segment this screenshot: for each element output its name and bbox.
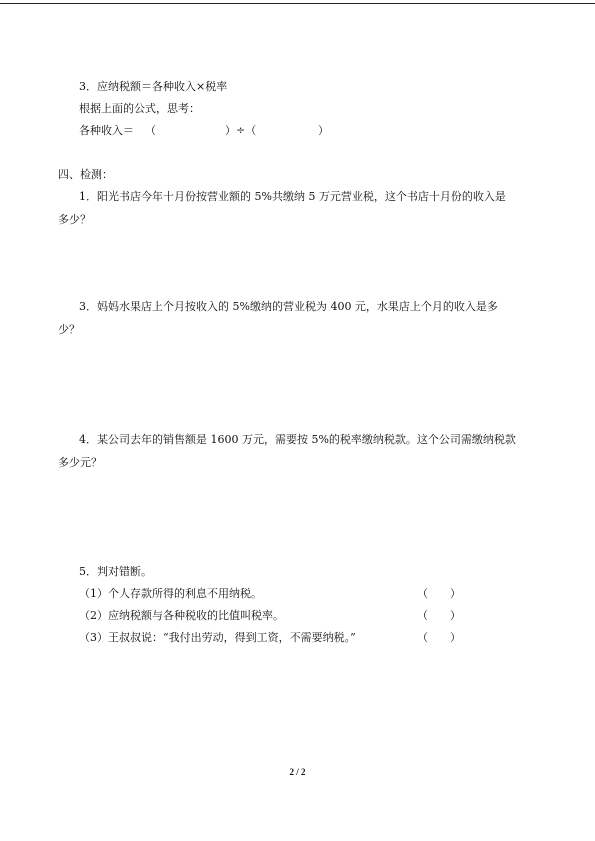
think-prompt: 根据上面的公式，思考： <box>79 102 200 115</box>
question-3-line-1: 3．妈妈水果店上个月按收入的 5%缴纳的营业税为 400 元，水果店上个月的收入是多 <box>79 300 498 313</box>
formula-blank-open: （ <box>145 124 156 137</box>
question-3-line-2: 少？ <box>58 323 80 336</box>
judge-item-1: （1）个人存款所得的利息不用纳税。 <box>79 587 262 600</box>
page-number: 2 / 2 <box>289 767 306 777</box>
question-1-line-2: 多少？ <box>58 213 91 226</box>
judge-item-3: （3）王叔叔说：“我付出劳动，得到工资，不需要纳税。” <box>79 631 356 644</box>
income-formula-label: 各种收入＝ <box>79 124 134 137</box>
section-title: 四、检测： <box>58 168 113 181</box>
formula-line: 3．应纳税额＝各种收入×税率 <box>79 80 228 93</box>
judge-item-2-blank[interactable]: （ ） <box>417 609 461 622</box>
judge-item-1-blank[interactable]: （ ） <box>417 587 461 600</box>
judge-item-3-blank[interactable]: （ ） <box>417 631 461 644</box>
header-rule <box>0 3 595 4</box>
question-4-line-1: 4．某公司去年的销售额是 1600 万元，需要按 5%的税率缴纳税款。这个公司需缴纳税款 <box>79 433 516 446</box>
formula-blank-close: ） <box>318 124 329 137</box>
question-1-line-1: 1．阳光书店今年十月份按营业额的 5%共缴纳 5 万元营业税，这个书店十月份的收入是 <box>79 190 506 203</box>
judge-item-2: （2）应纳税额与各种税收的比值叫税率。 <box>79 609 284 622</box>
formula-blank-mid: ）÷（ <box>225 124 257 137</box>
question-4-line-2: 多少元？ <box>58 456 102 469</box>
judge-title: 5．判对错断。 <box>79 565 152 578</box>
